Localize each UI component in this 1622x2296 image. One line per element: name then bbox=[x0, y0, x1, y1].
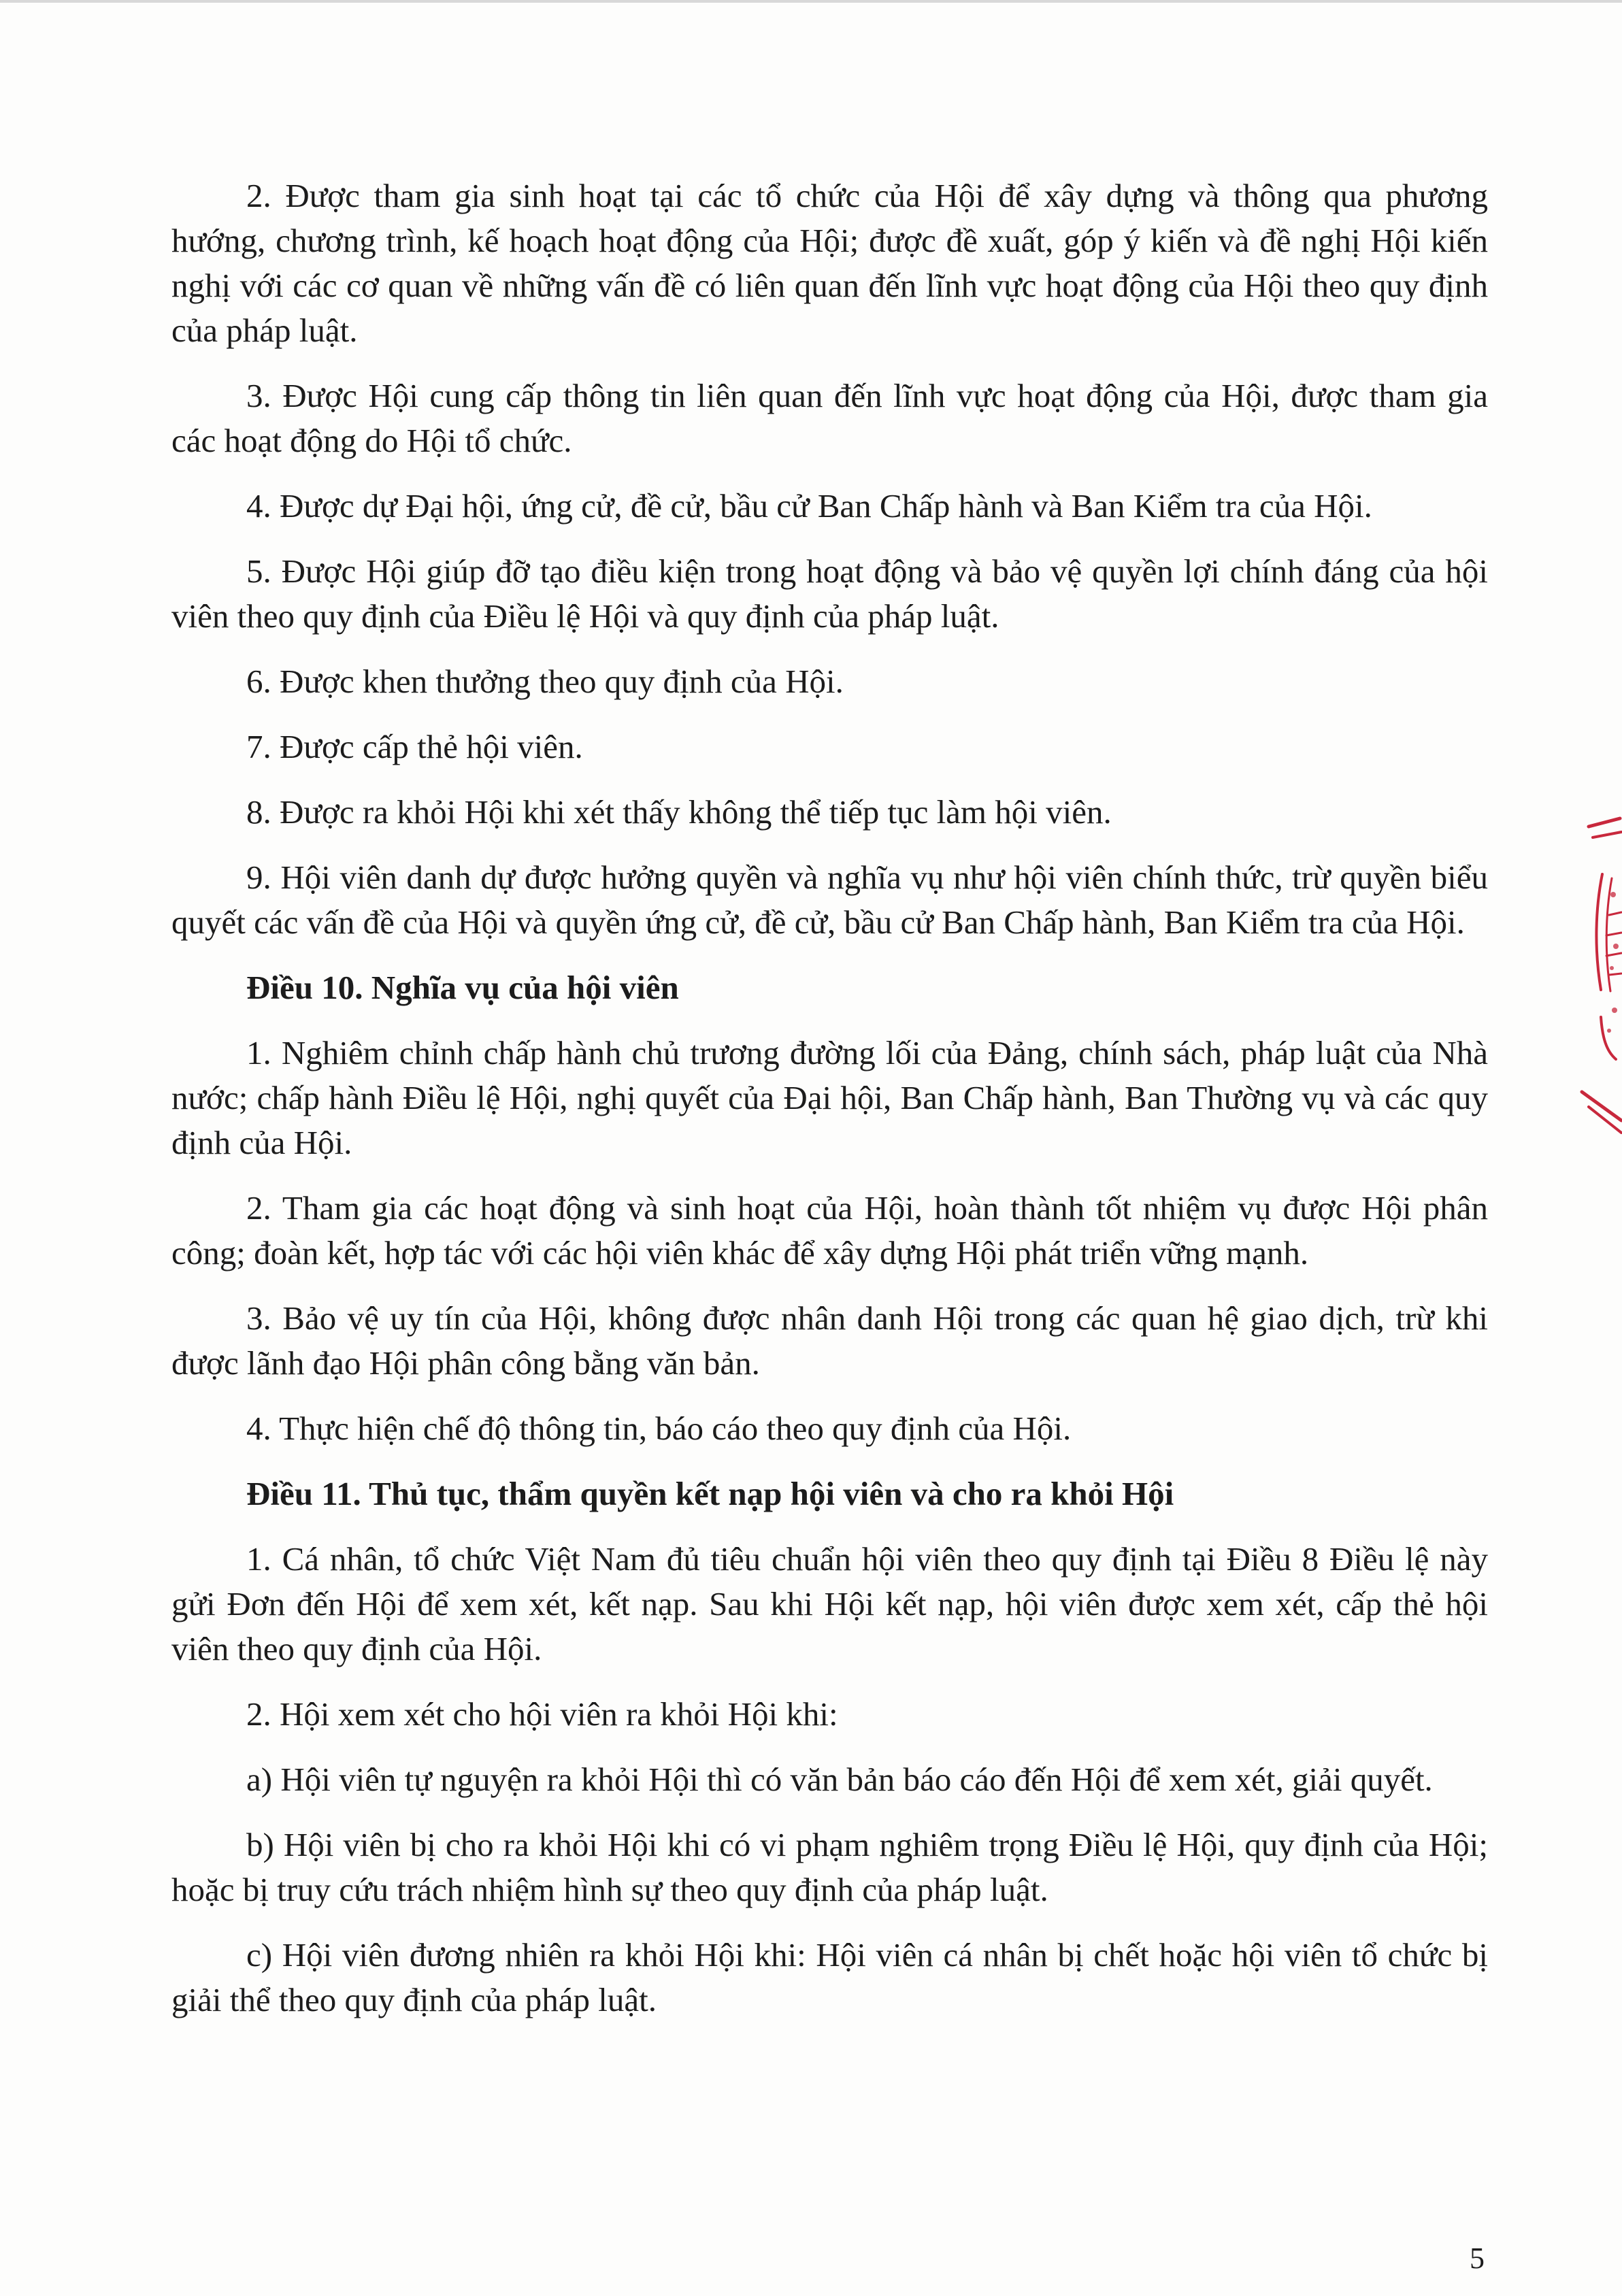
paragraph-item-5: 5. Được Hội giúp đỡ tạo điều kiện trong hoạt động và bảo vệ quyền lợi chính đáng của hội viên theo quy định của Điều lệ Hội và quy định của pháp luật. bbox=[171, 552, 1488, 635]
paragraph-art11-item-2b: b) Hội viên bị cho ra khỏi Hội khi có vi phạm nghiêm trọng Điều lệ Hội, quy định của Hội; hoặc bị truy cứu trách nhiệm hình sự theo quy định của pháp luật. bbox=[171, 1826, 1488, 1908]
paragraph-item-2: 2. Được tham gia sinh hoạt tại các tổ chức của Hội để xây dựng và thông qua phương hướng, chương trình, kế hoạch hoạt động của Hội; được đề xuất, góp ý kiến và đề nghị Hội kiến nghị với các cơ quan về những vấn đề có liên quan đến lĩnh vực hoạt động của Hội theo quy định của pháp luật. bbox=[171, 177, 1488, 349]
paragraph-item-3: 3. Được Hội cung cấp thông tin liên quan đến lĩnh vực hoạt động của Hội, được tham gia các hoạt động do Hội tổ chức. bbox=[171, 377, 1488, 459]
page-number: 5 bbox=[1470, 2242, 1485, 2275]
paragraph-item-7: 7. Được cấp thẻ hội viên. bbox=[246, 728, 583, 765]
paragraph-item-6: 6. Được khen thưởng theo quy định của Hội. bbox=[246, 663, 844, 700]
paragraph-art11-item-2c: c) Hội viên đương nhiên ra khỏi Hội khi: Hội viên cá nhân bị chết hoặc hội viên tổ chức bị giải thể theo quy định của pháp luật. bbox=[171, 1936, 1488, 2018]
scan-edge bbox=[0, 0, 1622, 3]
paragraph-art10-item-4: 4. Thực hiện chế độ thông tin, báo cáo theo quy định của Hội. bbox=[246, 1410, 1072, 1447]
document-body bbox=[171, 173, 1488, 2043]
paragraph-art10-item-3: 3. Bảo vệ uy tín của Hội, không được nhân danh Hội trong các quan hệ giao dịch, trừ khi được lãnh đạo Hội phân công bằng văn bản. bbox=[171, 1299, 1488, 1382]
article-11-heading: Điều 11. Thủ tục, thẩm quyền kết nạp hội viên và cho ra khỏi Hội bbox=[246, 1475, 1174, 1512]
seal-stamp-icon bbox=[1561, 813, 1622, 1139]
paragraph-item-9: 9. Hội viên danh dự được hưởng quyền và nghĩa vụ như hội viên chính thức, trừ quyền biểu quyết các vấn đề của Hội và quyền ứng cử, đề cử, bầu cử Ban Chấp hành, Ban Kiểm tra của Hội. bbox=[171, 859, 1488, 941]
paragraph-item-8: 8. Được ra khỏi Hội khi xét thấy không thể tiếp tục làm hội viên. bbox=[246, 793, 1112, 831]
article-10-heading: Điều 10. Nghĩa vụ của hội viên bbox=[246, 969, 679, 1006]
paragraph-art10-item-1: 1. Nghiêm chỉnh chấp hành chủ trương đường lối của Đảng, chính sách, pháp luật của Nhà nước; chấp hành Điều lệ Hội, nghị quyết của Đại hội, Ban Chấp hành, Ban Thường vụ và các quy định của Hội. bbox=[171, 1034, 1488, 1161]
paragraph-art11-item-2a: a) Hội viên tự nguyện ra khỏi Hội thì có văn bản báo cáo đến Hội để xem xét, giải quyết. bbox=[246, 1761, 1433, 1798]
paragraph-art11-item-1: 1. Cá nhân, tổ chức Việt Nam đủ tiêu chuẩn hội viên theo quy định tại Điều 8 Điều lệ này gửi Đơn đến Hội để xem xét, kết nạp. Sau khi Hội kết nạp, hội viên được xem xét, cấp thẻ hội viên theo quy định của Hội. bbox=[171, 1540, 1488, 1667]
paragraph-item-4: 4. Được dự Đại hội, ứng cử, đề cử, bầu cử Ban Chấp hành và Ban Kiểm tra của Hội. bbox=[246, 487, 1372, 525]
paragraph-art10-item-2: 2. Tham gia các hoạt động và sinh hoạt của Hội, hoàn thành tốt nhiệm vụ được Hội phân công; đoàn kết, hợp tác với các hội viên khác để xây dựng Hội phát triển vững mạnh. bbox=[171, 1189, 1488, 1271]
paragraph-art11-item-2: 2. Hội xem xét cho hội viên ra khỏi Hội khi: bbox=[246, 1695, 838, 1733]
